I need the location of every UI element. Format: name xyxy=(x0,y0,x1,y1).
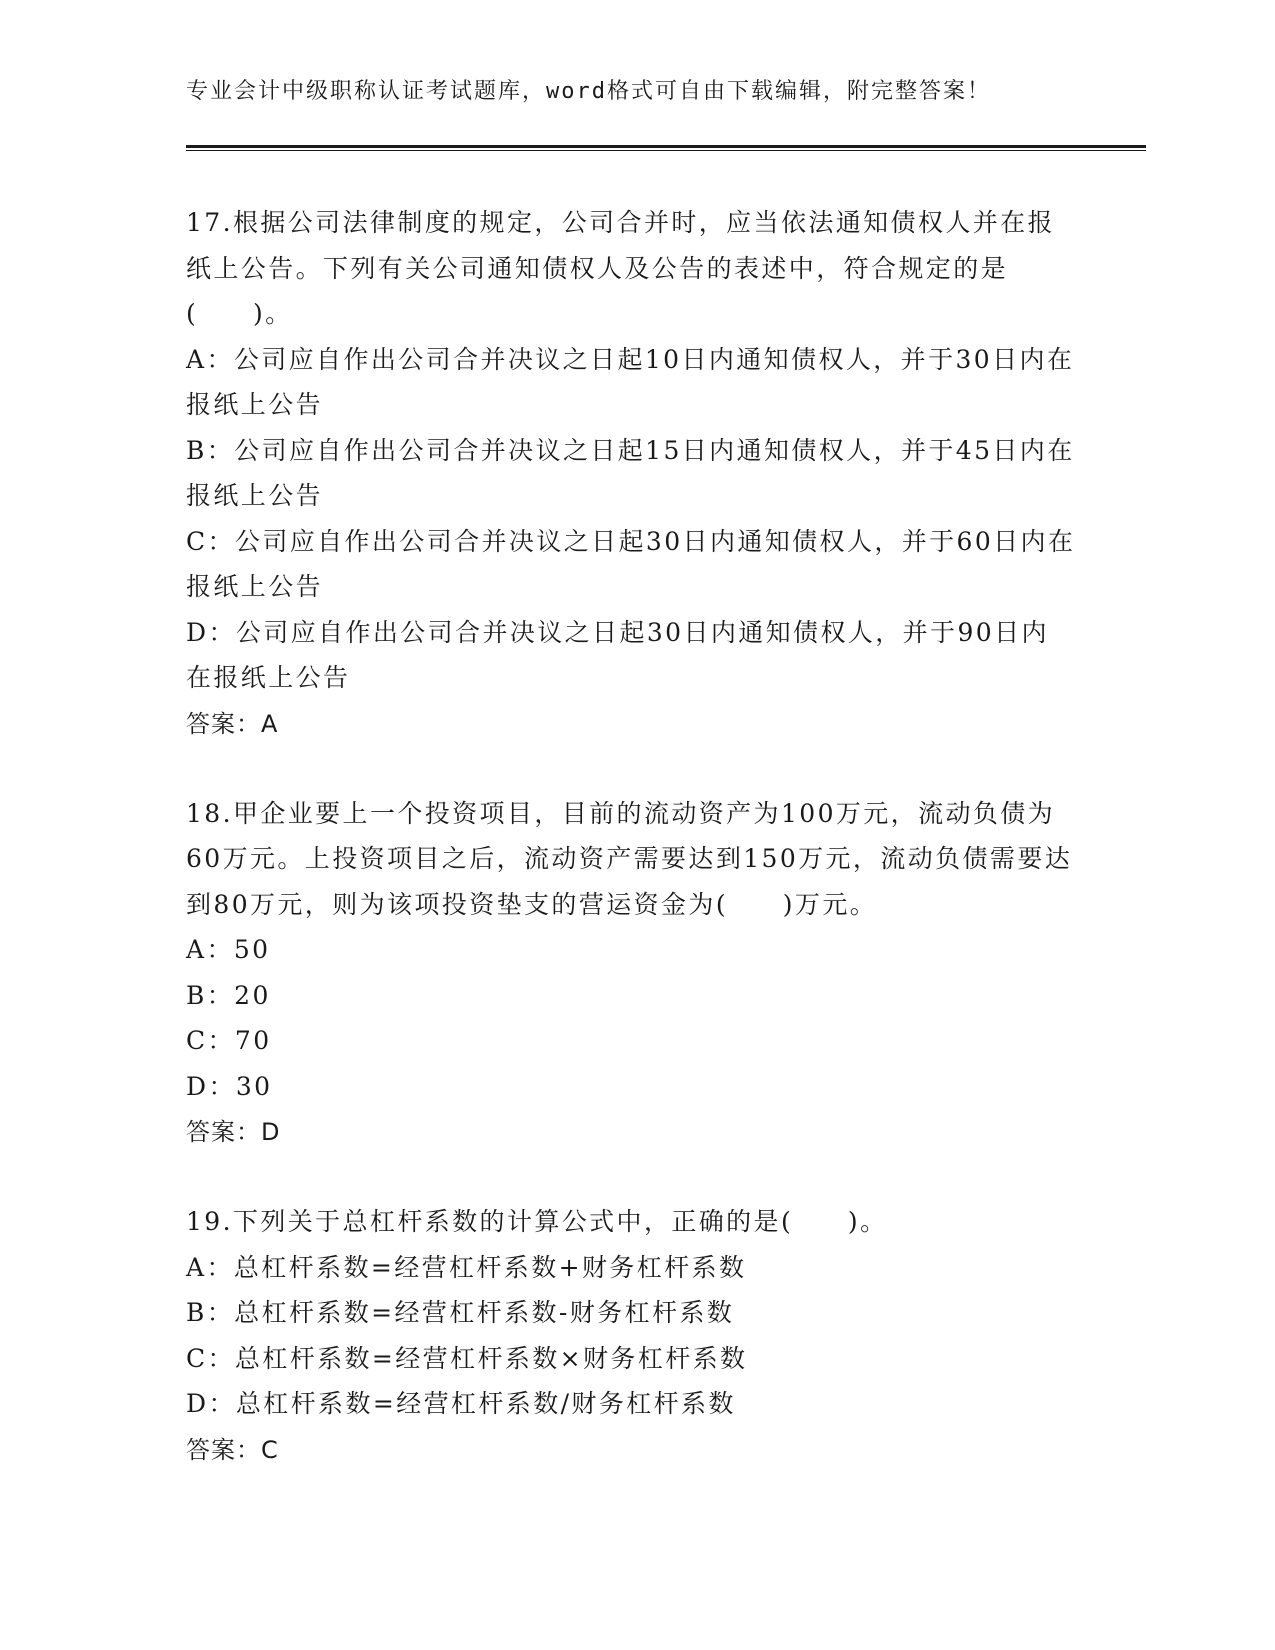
question-stem: 19.下列关于总杠杆系数的计算公式中，正确的是( )。 xyxy=(186,1207,888,1236)
option-d: D：总杠杆系数=经营杠杆系数/财务杠杆系数 xyxy=(186,1389,736,1418)
question-17 xyxy=(186,200,1076,747)
question-list xyxy=(186,200,1076,1473)
answer-label: 答案：A xyxy=(186,709,279,738)
question-stem: 17.根据公司法律制度的规定，公司合并时，应当依法通知债权人并在报纸上公告。下列有关公司通知债权人及公告的表述中，符合规定的是( )。 xyxy=(186,208,1055,328)
answer-label: 答案：D xyxy=(186,1118,281,1146)
question-19 xyxy=(186,1199,1076,1473)
answer-label: 答案：C xyxy=(186,1435,279,1464)
option-a: A：公司应自作出公司合并决议之日起10日内通知债权人，并于30日内在报纸上公告 xyxy=(186,344,1075,419)
option-c: C：总杠杆系数=经营杠杆系数×财务杠杆系数 xyxy=(186,1343,748,1373)
option-b: B：公司应自作出公司合并决议之日起15日内通知债权人，并于45日内在报纸上公告 xyxy=(186,435,1075,510)
option-d: D：30 xyxy=(186,1071,273,1101)
option-c: C：公司应自作出公司合并决议之日起30日内通知债权人，并于60日内在报纸上公告 xyxy=(186,526,1076,601)
page-header: 专业会计中级职称认证考试题库，word格式可自由下载编辑，附完整答案！ xyxy=(186,79,991,104)
header-rule-thin xyxy=(186,150,1146,151)
option-a: A：总杠杆系数=经营杠杆系数+财务杠杆系数 xyxy=(186,1252,747,1282)
header-rule-thick xyxy=(186,145,1146,148)
option-b: B：20 xyxy=(186,980,271,1010)
option-d: D：公司应自作出公司合并决议之日起30日内通知债权人，并于90日内在报纸上公告 xyxy=(186,617,1049,692)
option-a: A：50 xyxy=(186,935,271,964)
question-18 xyxy=(186,791,1076,1156)
option-b: B：总杠杆系数=经营杠杆系数-财务杠杆系数 xyxy=(186,1298,735,1327)
question-stem: 18.甲企业要上一个投资项目，目前的流动资产为100万元，流动负债为60万元。上投资项目之后，流动资产需要达到150万元，流动负债需要达到80万元，则为该项投资垫支的营运资金为( )万元。 xyxy=(186,798,1073,919)
question-spacer xyxy=(186,747,1076,791)
question-spacer xyxy=(186,1155,1076,1199)
option-c: C：70 xyxy=(186,1026,272,1055)
